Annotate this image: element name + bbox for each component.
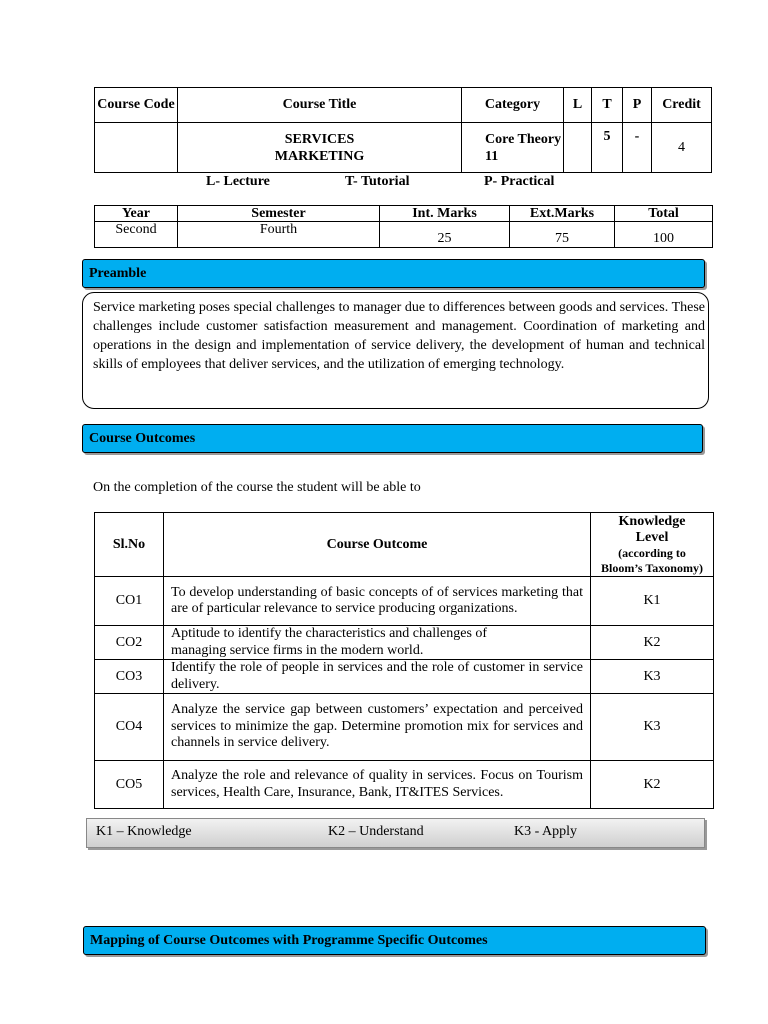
co-header-level-sub: (according to Bloom’s Taxonomy) — [601, 545, 703, 575]
marks-table — [94, 205, 713, 248]
mapping-title: Mapping of Course Outcomes with Programme Specific Outcomes — [90, 932, 488, 948]
table-row — [95, 626, 714, 660]
course-t-value: 5 — [592, 123, 623, 173]
co-text: Identify the role of people in services and the role of customer in service delivery. — [164, 660, 591, 694]
co-text: To develop understanding of basic concepts of of services marketing that are of particular relevance to service producing organizations. — [164, 577, 591, 626]
co-id: CO2 — [95, 626, 164, 660]
co-header-outcome: Course Outcome — [164, 513, 591, 577]
header-category: Category — [462, 88, 564, 123]
co-text: Analyze the service gap between customers’ expectation and perceived services to minimize the gap. Determine promotion mix for services and channels in service delivery. — [164, 694, 591, 761]
course-code-value — [95, 123, 178, 173]
mapping-heading — [83, 926, 706, 955]
marks-int: 25 — [380, 222, 510, 248]
marks-ext: 75 — [510, 222, 615, 248]
marks-header-int: Int. Marks — [380, 206, 510, 222]
preamble-title: Preamble — [89, 265, 147, 281]
table-row — [95, 660, 714, 694]
co-id: CO4 — [95, 694, 164, 761]
legend-practical: P- Practical — [484, 174, 555, 189]
marks-header-total: Total — [615, 206, 713, 222]
header-course-code: Course Code — [95, 88, 178, 123]
preamble-text: Service marketing poses special challenges to manager due to differences between goods and services. These challenges include customer satisfaction measurement and management. Coordination of marketing and operations in the design and implementation of service delivery, the development of human and technical skills of employees that deliver services, and the utilization of emerging technology. — [93, 300, 705, 372]
header-course-title: Course Title — [178, 88, 462, 123]
co-level: K1 — [591, 577, 714, 626]
knowledge-legend — [86, 818, 705, 848]
header-p: P — [623, 88, 652, 123]
course-credit-value: 4 — [652, 123, 712, 173]
co-text: Analyze the role and relevance of quality in services. Focus on Tourism services, Health Care, Insurance, Bank, IT&ITES Services. — [164, 761, 591, 809]
header-t: T — [592, 88, 623, 123]
legend-k3: K3 - Apply — [514, 824, 577, 839]
marks-header-semester: Semester — [178, 206, 380, 222]
legend-k1: K1 – Knowledge — [96, 824, 192, 839]
co-header-level — [591, 513, 714, 577]
legend-tutorial: T- Tutorial — [345, 174, 410, 189]
legend-lecture: L- Lecture — [206, 174, 270, 189]
co-level: K3 — [591, 694, 714, 761]
course-l-value — [564, 123, 592, 173]
header-l: L — [564, 88, 592, 123]
header-credit: Credit — [652, 88, 712, 123]
course-category-value: Core Theory 11 — [462, 123, 564, 173]
course-info-table — [94, 87, 712, 173]
course-outcomes-title: Course Outcomes — [89, 430, 196, 446]
marks-year: Second — [95, 222, 178, 248]
co-id: CO1 — [95, 577, 164, 626]
marks-semester: Fourth — [178, 222, 380, 248]
table-row — [95, 761, 714, 809]
marks-header-ext: Ext.Marks — [510, 206, 615, 222]
preamble-box — [82, 292, 709, 409]
course-title-value: SERVICES MARKETING — [178, 123, 462, 173]
co-text: Aptitude to identify the characteristics and challenges of managing service firms in the modern world. — [164, 626, 591, 660]
outcomes-intro: On the completion of the course the student will be able to — [93, 480, 421, 495]
course-outcomes-heading — [82, 424, 703, 453]
marks-header-year: Year — [95, 206, 178, 222]
table-row — [95, 694, 714, 761]
legend-k2: K2 – Understand — [328, 824, 424, 839]
course-outcomes-table — [94, 512, 714, 809]
co-header-slno: Sl.No — [95, 513, 164, 577]
co-level: K3 — [591, 660, 714, 694]
co-header-level-main: Knowledge Level — [618, 513, 686, 545]
table-row — [95, 577, 714, 626]
co-id: CO3 — [95, 660, 164, 694]
co-level: K2 — [591, 761, 714, 809]
marks-total: 100 — [615, 222, 713, 248]
co-id: CO5 — [95, 761, 164, 809]
preamble-heading — [82, 259, 705, 288]
co-level: K2 — [591, 626, 714, 660]
course-p-value: - — [623, 123, 652, 173]
